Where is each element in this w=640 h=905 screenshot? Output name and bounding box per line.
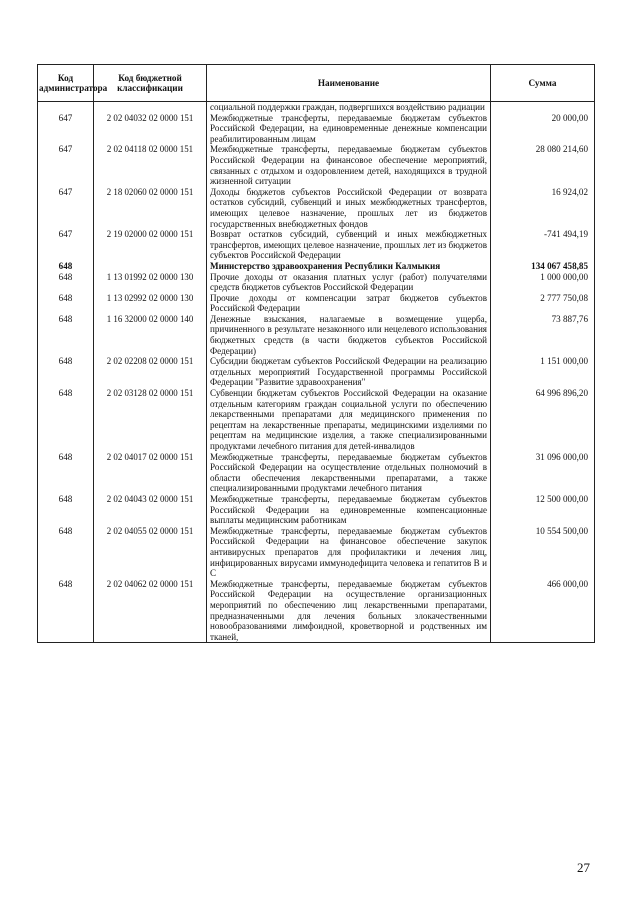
table-row bbox=[38, 356, 595, 388]
sum-cell: 1 151 000,00 bbox=[491, 356, 595, 388]
table-row bbox=[38, 388, 595, 452]
revenue-table bbox=[37, 64, 595, 643]
sum-cell: -741 494,19 bbox=[491, 229, 595, 261]
admin-code-cell: 648 bbox=[38, 579, 94, 643]
admin-code-cell: 648 bbox=[38, 272, 94, 293]
table-row bbox=[38, 452, 595, 494]
name-cell: Министерство здравоохранения Республики Калмыкия bbox=[207, 261, 491, 272]
admin-code-cell: 648 bbox=[38, 526, 94, 579]
table-row bbox=[38, 187, 595, 229]
sum-cell: 73 887,76 bbox=[491, 314, 595, 356]
name-cell: Межбюджетные трансферты, передаваемые бюджетам субъектов Российской Федерации на осуществление отдельных полномочий в области обеспечения лекарственными препаратами, а также специализированными продуктами лечебного питания bbox=[207, 452, 491, 494]
sum-cell bbox=[491, 102, 595, 113]
name-cell: Межбюджетные трансферты, передаваемые бюджетам субъектов Российской Федерации на финансовое обеспечение мероприятий, связанных с отдыхом и оздоровлением детей, находящихся в трудной жизненной ситуации bbox=[207, 144, 491, 186]
budget-code-cell: 2 02 04062 02 0000 151 bbox=[94, 579, 207, 643]
admin-code-cell: 648 bbox=[38, 452, 94, 494]
budget-code-cell: 2 19 02000 02 0000 151 bbox=[94, 229, 207, 261]
name-cell: Денежные взыскания, налагаемые в возмещение ущерба, причиненного в результате незаконного или нецелевого использования бюджетных средств (в части бюджетов субъектов Российской Федерации) bbox=[207, 314, 491, 356]
table-row bbox=[38, 293, 595, 314]
sum-cell: 1 000 000,00 bbox=[491, 272, 595, 293]
table-row bbox=[38, 579, 595, 643]
table-row bbox=[38, 272, 595, 293]
sum-cell: 64 996 896,20 bbox=[491, 388, 595, 452]
name-cell: Возврат остатков субсидий, субвенций и иных межбюджетных трансфертов, имеющих целевое назначение, прошлых лет из бюджетов субъектов Российской Федерации bbox=[207, 229, 491, 261]
budget-code-cell: 2 02 04017 02 0000 151 bbox=[94, 452, 207, 494]
name-cell: Субсидии бюджетам субъектов Российской Федерации на реализацию отдельных мероприятий Государственной программы Российской Федерации "Развитие здравоохранения" bbox=[207, 356, 491, 388]
sum-cell: 20 000,00 bbox=[491, 113, 595, 145]
page-number: 27 bbox=[577, 860, 590, 875]
name-cell: Прочие доходы от оказания платных услуг (работ) получателями средств бюджетов субъектов Российской Федерации bbox=[207, 272, 491, 293]
budget-code-cell: 1 13 01992 02 0000 130 bbox=[94, 272, 207, 293]
budget-code-cell: 2 02 04032 02 0000 151 bbox=[94, 113, 207, 145]
admin-code-cell: 647 bbox=[38, 229, 94, 261]
budget-code-cell bbox=[94, 102, 207, 113]
budget-code-cell: 2 02 03128 02 0000 151 bbox=[94, 388, 207, 452]
budget-code-cell: 1 16 32000 02 0000 140 bbox=[94, 314, 207, 356]
name-cell: Доходы бюджетов субъектов Российской Федерации от возврата остатков субсидий, субвенций и иных межбюджетных трансфертов, имеющих целевое назначение, прошлых лет из бюджетов государственных внебюджетных фондов bbox=[207, 187, 491, 229]
sum-cell: 16 924,02 bbox=[491, 187, 595, 229]
budget-code-cell bbox=[94, 261, 207, 272]
budget-code-cell: 1 13 02992 02 0000 130 bbox=[94, 293, 207, 314]
sum-cell: 28 080 214,60 bbox=[491, 144, 595, 186]
header-sum: Сумма bbox=[491, 65, 595, 102]
header-budget-classification: Код бюджетной классификации bbox=[94, 65, 207, 102]
sum-cell: 134 067 458,85 bbox=[491, 261, 595, 272]
admin-code-cell: 648 bbox=[38, 261, 94, 272]
table-row bbox=[38, 102, 595, 113]
admin-code-cell: 647 bbox=[38, 144, 94, 186]
table-row bbox=[38, 494, 595, 526]
header-admin-code: Код администратора bbox=[38, 65, 94, 102]
admin-code-cell: 648 bbox=[38, 356, 94, 388]
sum-cell: 466 000,00 bbox=[491, 579, 595, 643]
budget-code-cell: 2 02 02208 02 0000 151 bbox=[94, 356, 207, 388]
admin-code-cell: 647 bbox=[38, 113, 94, 145]
name-cell: Межбюджетные трансферты, передаваемые бюджетам субъектов Российской Федерации, на единовременные денежные компенсации реабилитированным лицам bbox=[207, 113, 491, 145]
table-body bbox=[38, 102, 595, 643]
table-row bbox=[38, 314, 595, 356]
budget-code-cell: 2 02 04118 02 0000 151 bbox=[94, 144, 207, 186]
name-cell: Межбюджетные трансферты, передаваемые бюджетам субъектов Российской Федерации на финансовое обеспечение закупок антивирусных препаратов для профилактики и лечения лиц, инфицированных вирусами иммунодефицита человека и гепатитов В и С bbox=[207, 526, 491, 579]
table-row bbox=[38, 526, 595, 579]
admin-code-cell: 648 bbox=[38, 314, 94, 356]
table-row bbox=[38, 229, 595, 261]
sum-cell: 10 554 500,00 bbox=[491, 526, 595, 579]
admin-code-cell: 648 bbox=[38, 293, 94, 314]
name-cell: Субвенции бюджетам субъектов Российской Федерации на оказание отдельным категориям граждан социальной услуги по обеспечению лекарственными препаратами для медицинского применения по рецептам на лекарственные препараты, медицинскими изделиями по рецептам на медицинские изделия, а также специализированными продуктами лечебного питания для детей-инвалидов bbox=[207, 388, 491, 452]
budget-code-cell: 2 02 04055 02 0000 151 bbox=[94, 526, 207, 579]
table-row bbox=[38, 261, 595, 272]
sum-cell: 2 777 750,08 bbox=[491, 293, 595, 314]
admin-code-cell: 648 bbox=[38, 388, 94, 452]
table-header bbox=[38, 65, 595, 102]
sum-cell: 31 096 000,00 bbox=[491, 452, 595, 494]
budget-code-cell: 2 02 04043 02 0000 151 bbox=[94, 494, 207, 526]
header-name: Наименование bbox=[207, 65, 491, 102]
admin-code-cell: 647 bbox=[38, 187, 94, 229]
name-cell: социальной поддержки граждан, подвергшихся воздействию радиации bbox=[207, 102, 491, 113]
admin-code-cell: 648 bbox=[38, 494, 94, 526]
table-row bbox=[38, 144, 595, 186]
budget-code-cell: 2 18 02060 02 0000 151 bbox=[94, 187, 207, 229]
admin-code-cell bbox=[38, 102, 94, 113]
sum-cell: 12 500 000,00 bbox=[491, 494, 595, 526]
name-cell: Прочие доходы от компенсации затрат бюджетов субъектов Российской Федерации bbox=[207, 293, 491, 314]
name-cell: Межбюджетные трансферты, передаваемые бюджетам субъектов Российской Федерации на осуществление организационных мероприятий по обеспечению лиц лекарственными препаратами, предназначенными для лечения больных злокачественными новообразованиями лимфоидной, кроветворной и родственных им тканей, bbox=[207, 579, 491, 643]
name-cell: Межбюджетные трансферты, передаваемые бюджетам субъектов Российской Федерации на единовременные компенсационные выплаты медицинским работникам bbox=[207, 494, 491, 526]
table-row bbox=[38, 113, 595, 145]
